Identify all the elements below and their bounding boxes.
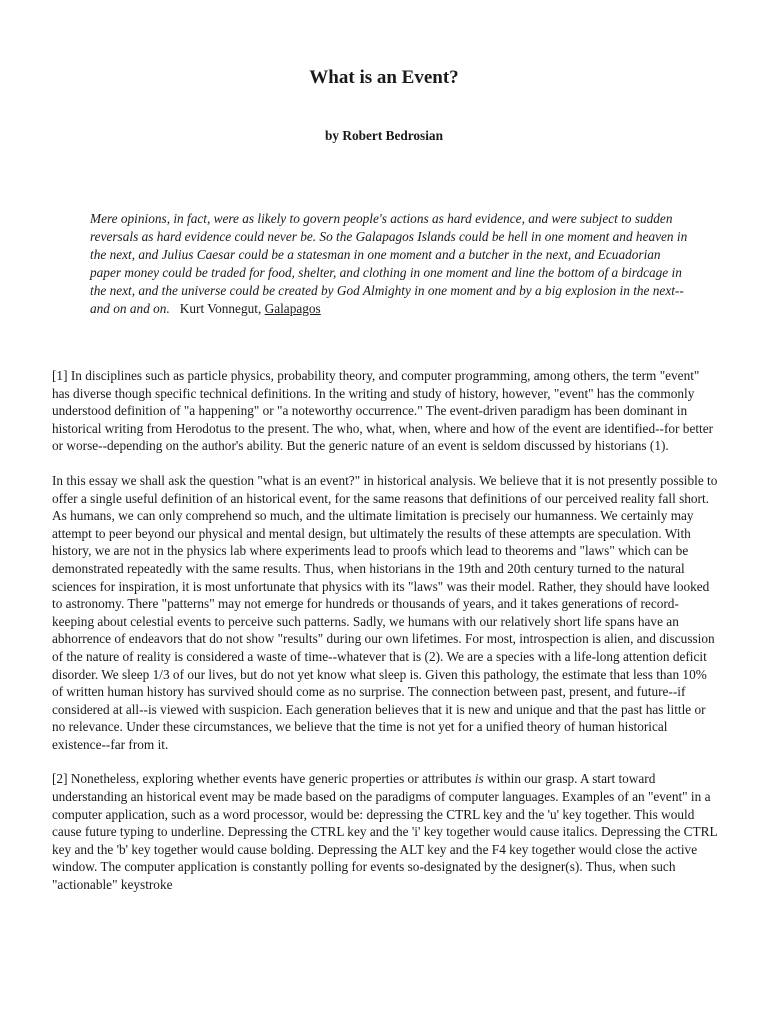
paragraph-3-text-a: [2] Nonetheless, exploring whether events have generic properties or attributes bbox=[52, 771, 475, 787]
paragraph-2: In this essay we shall ask the question "what is an event?" in historical analysis. We believe that it is not presently possible to offer a single useful definition of an historical event, for the same reasons that definitions of our perceived reality fall short. As humans, we can only comprehend so much, and the ultimate limitation is precisely our humanness. We certainly may attempt to peer beyond our physical and mental design, but ultimately the results of these attempts are speculation. With history, we are not in the physics lab where experiments lead to proofs which lead to theorems and "laws" which can be demonstrated repeatedly with the same results. Thus, when historians in the 19th and 20th century turned to the natural sciences for inspiration, it is most unfortunate that physics with its "laws" was their model. Rather, they should have looked to astronomy. There "patterns" may not emerge for hundreds or thousands of years, and it takes generations of record-keeping about celestial events to perceive such patterns. Sadly, we humans with our relatively short life spans have an abhorrence of endeavors that do not show "results" during our own lifetimes. For most, introspection is alien, and discussion of the nature of reality is considered a waste of time--whatever that is (2). We are a species with a life-long attention deficit disorder. We sleep 1/3 of our lives, but do not yet know what sleep is. Given this pathology, the estimate that less than 10% of written human history has survived should come as no surprise. The connection between past, present, and future--if considered at all--is viewed with suspicion. Each generation believes that it is new and unique and that the past has little or no relevance. Under these circumstances, we believe that the time is not yet for a unified theory of human historical existence--far from it. bbox=[52, 472, 718, 752]
paragraph-1: [1] In disciplines such as particle physics, probability theory, and computer programming, among others, the term "event" has diverse though specific technical definitions. In the writing and study of history, however, "event" has the commonly understood definition of "a happening" or "a noteworthy occurrence." The event-driven paradigm has been dominant in historical writing from Herodotus to the present. The who, what, when, where and how of the event are identified--for better or worse--depending on the author's ability. But the generic nature of an event is seldom discussed by historians (1). bbox=[52, 368, 714, 454]
epigraph-text: Mere opinions, in fact, were as likely to govern people's actions as hard evidence, and were subject to sudden reversals as hard evidence could never be. So the Galapagos Islands could be hell in one moment and heaven in the next, and Julius Caesar could be a statesman in one moment and a butcher in the next, and Ecuadorian paper money could be traded for food, shelter, and clothing in one moment and line the bottom of a birdcage in the next, and the universe could be created by God Almighty in one moment and by a big explosion in the next--and on and on. bbox=[90, 211, 688, 316]
paragraph-3-text-b: within our grasp. A start toward understanding an historical event may be made based on the paradigms of computer languages. Examples of an "event" in a computer application, such as a word processor, would be: depressing the CTRL key and the 'u' key together. This would cause future typing to underline. Depressing the CTRL key and the 'i' key together would cause italics. Depressing the CTRL key and the 'b' key together would cause bolding. Depressing the ALT key and the F4 key together would close the active window. The computer application is constantly polling for events so-designated by the designer(s). Thus, when such "actionable" keystroke bbox=[52, 771, 718, 893]
essay-body bbox=[52, 367, 720, 911]
paragraph-3-emphasis: is bbox=[474, 771, 484, 787]
epigraph-source-link[interactable]: Galapagos bbox=[264, 301, 321, 316]
author-byline: by Robert Bedrosian bbox=[325, 128, 443, 143]
paragraph-3 bbox=[52, 770, 720, 893]
epigraph-author: Kurt Vonnegut, bbox=[179, 301, 262, 316]
page-title: What is an Event? bbox=[309, 67, 459, 88]
epigraph-quote bbox=[90, 210, 690, 318]
